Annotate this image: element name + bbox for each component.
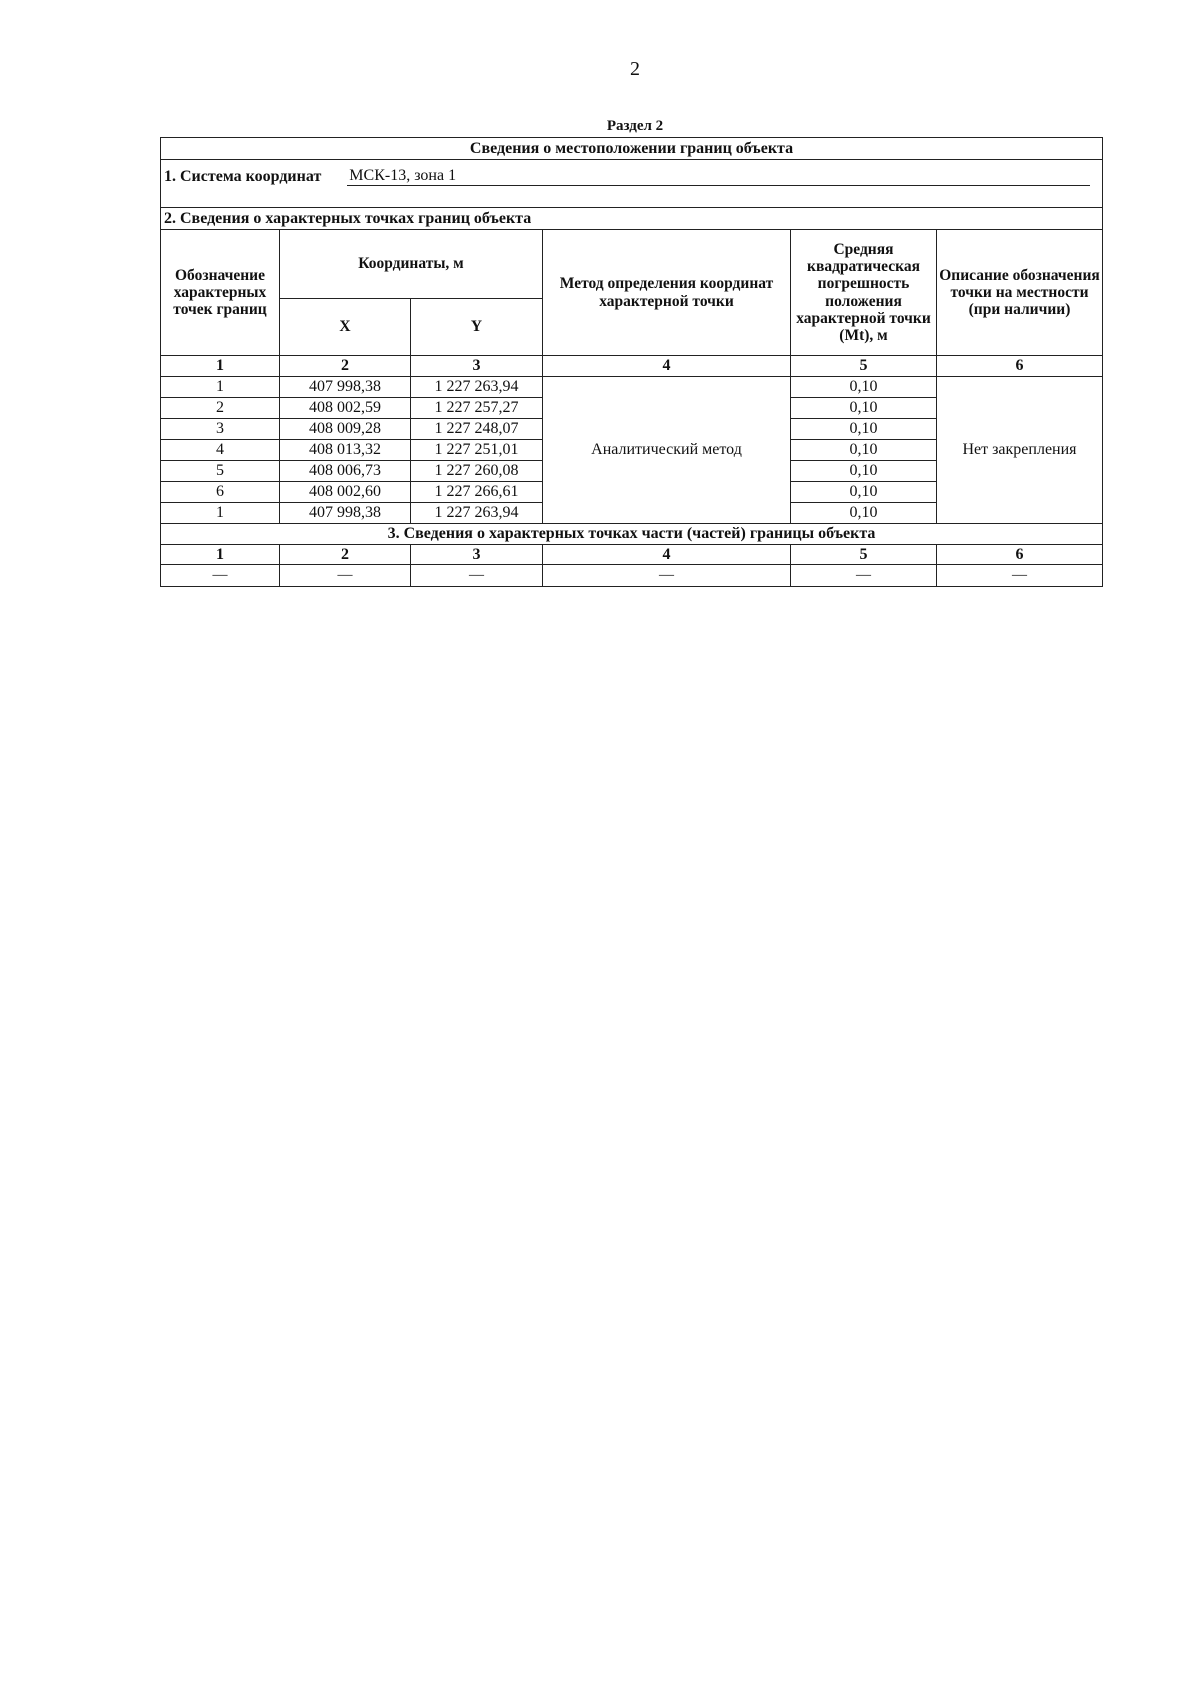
mean-error: 0,10 — [791, 461, 937, 482]
column-number: 5 — [791, 356, 937, 377]
empty-dash: — — [411, 565, 543, 587]
coord-system-value: МСК-13, зона 1 — [347, 167, 1090, 186]
coord-y: 1 227 263,94 — [411, 377, 543, 398]
coord-x: 407 998,38 — [280, 503, 411, 524]
boundary-table — [160, 137, 1103, 587]
header-point-designation: Обозначение характерных точек границ — [161, 230, 280, 356]
coord-system-label: 1. Система координат — [164, 168, 322, 186]
mean-error: 0,10 — [791, 440, 937, 461]
header-mean-error: Средняя квадратическая погрешность положения характерной точки (Mt), м — [791, 230, 937, 356]
mean-error: 0,10 — [791, 482, 937, 503]
column-number: 4 — [543, 356, 791, 377]
empty-dash: — — [543, 565, 791, 587]
coord-x: 407 998,38 — [280, 377, 411, 398]
column-number: 6 — [937, 545, 1103, 565]
coord-x: 408 013,32 — [280, 440, 411, 461]
coord-y: 1 227 257,27 — [411, 398, 543, 419]
header-x: X — [280, 299, 411, 356]
coord-y: 1 227 266,61 — [411, 482, 543, 503]
header-y: Y — [411, 299, 543, 356]
point-id: 3 — [161, 419, 280, 440]
empty-dash: — — [280, 565, 411, 587]
column-number: 6 — [937, 356, 1103, 377]
mean-error: 0,10 — [791, 377, 937, 398]
point-id: 4 — [161, 440, 280, 461]
parts-section-title: 3. Сведения о характерных точках части (частей) границы объекта — [161, 524, 1103, 545]
table-row — [161, 377, 1103, 398]
section-title: Раздел 2 — [606, 118, 664, 134]
coord-y: 1 227 260,08 — [411, 461, 543, 482]
coord-y: 1 227 251,01 — [411, 440, 543, 461]
header-method: Метод определения координат характерной точки — [543, 230, 791, 356]
description-cell: Нет закрепления — [937, 377, 1103, 524]
mean-error: 0,10 — [791, 503, 937, 524]
header-coordinates: Координаты, м — [280, 230, 543, 299]
parts-column-number-row — [161, 545, 1103, 565]
coord-y: 1 227 263,94 — [411, 503, 543, 524]
method-cell: Аналитический метод — [543, 377, 791, 524]
parts-row — [161, 565, 1103, 587]
column-number: 5 — [791, 545, 937, 565]
empty-dash: — — [791, 565, 937, 587]
coord-x: 408 009,28 — [280, 419, 411, 440]
empty-dash: — — [937, 565, 1103, 587]
column-number: 1 — [161, 356, 280, 377]
coord-x: 408 002,60 — [280, 482, 411, 503]
point-id: 6 — [161, 482, 280, 503]
point-id: 1 — [161, 377, 280, 398]
point-id: 5 — [161, 461, 280, 482]
empty-dash: — — [161, 565, 280, 587]
coord-x: 408 002,59 — [280, 398, 411, 419]
column-number: 3 — [411, 356, 543, 377]
mean-error: 0,10 — [791, 398, 937, 419]
coord-x: 408 006,73 — [280, 461, 411, 482]
column-number: 3 — [411, 545, 543, 565]
page-number: 2 — [630, 58, 640, 80]
points-section-title: 2. Сведения о характерных точках границ объекта — [161, 208, 1103, 230]
column-number-row — [161, 356, 1103, 377]
point-id: 1 — [161, 503, 280, 524]
column-number: 4 — [543, 545, 791, 565]
point-id: 2 — [161, 398, 280, 419]
header-description: Описание обозначения точки на местности (при наличии) — [937, 230, 1103, 356]
mean-error: 0,10 — [791, 419, 937, 440]
column-number: 2 — [280, 356, 411, 377]
table-title: Сведения о местоположении границ объекта — [161, 138, 1103, 160]
column-number: 1 — [161, 545, 280, 565]
coord-y: 1 227 248,07 — [411, 419, 543, 440]
column-number: 2 — [280, 545, 411, 565]
coord-system-row — [161, 160, 1103, 208]
